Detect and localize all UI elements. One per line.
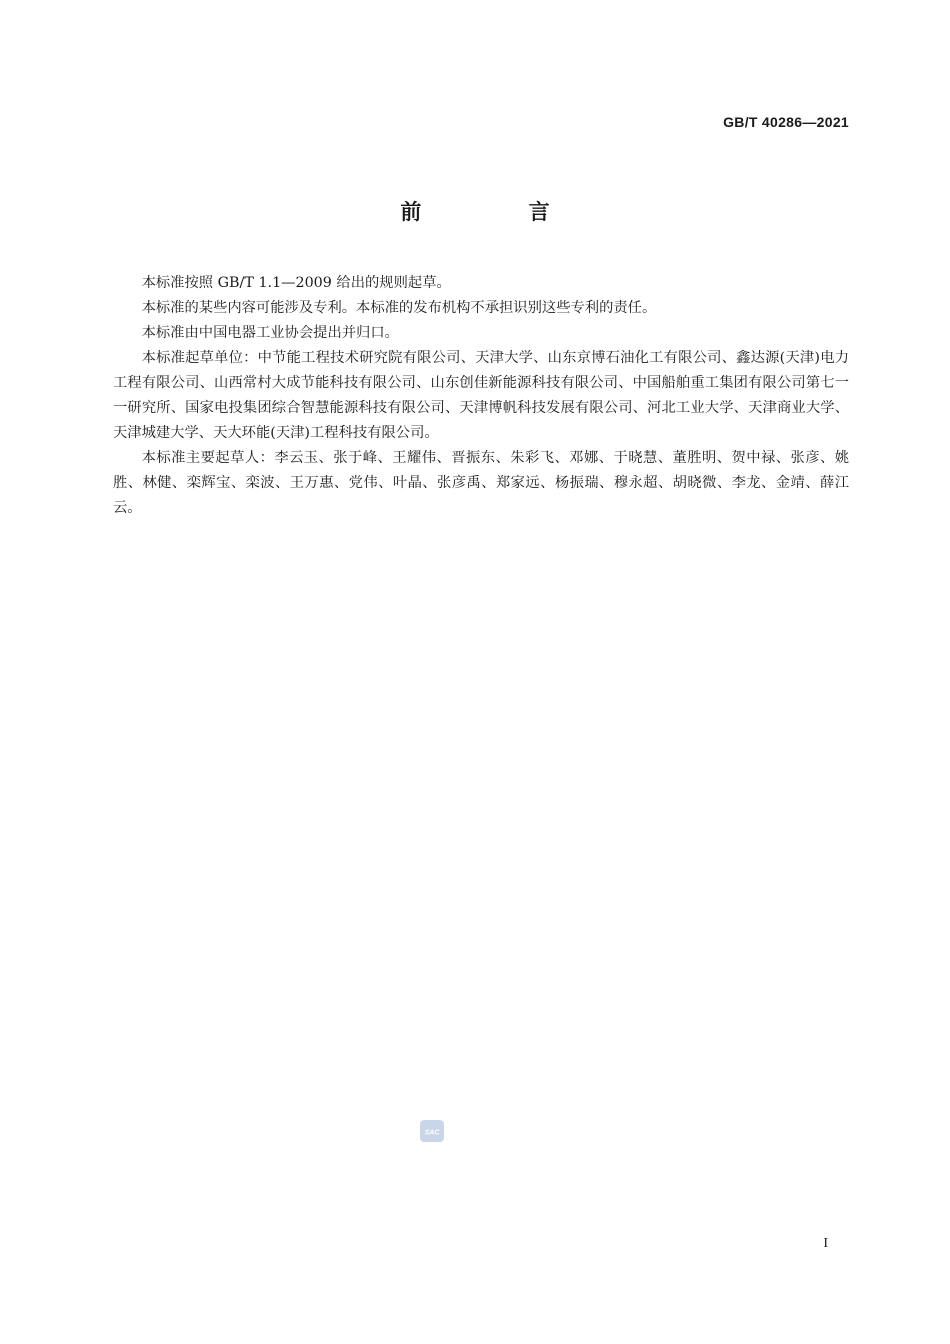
watermark-text: SAC — [424, 1129, 440, 1137]
paragraph-drafting-rules: 本标准按照 GB/T 1.1—2009 给出的规则起草。 — [141, 275, 451, 291]
document-body — [113, 271, 849, 521]
page-number: I — [823, 1236, 828, 1251]
standard-number: GB/T 40286—2021 — [723, 114, 849, 130]
paragraph-proposer: 本标准由中国电器工业协会提出并归口。 — [141, 325, 399, 341]
sac-watermark-logo-icon — [419, 1119, 445, 1143]
paragraph-drafting-units: 本标准起草单位：中节能工程技术研究院有限公司、天津大学、山东京博石油化工有限公司、鑫达源(天津)电力工程有限公司、山西常村大成节能科技有限公司、山东创佳新能源科技有限公司、中国船舶重工集团有限公司第七一一研究所、国家电投集团综合智慧能源科技有限公司、天津博帆科技发展有限公司、河北工业大学、天津商业大学、天津城建大学、天大环能(天津)工程科技有限公司。 — [113, 350, 849, 441]
page-title: 前 言 — [400, 200, 600, 224]
paragraph-patent-notice: 本标准的某些内容可能涉及专利。本标准的发布机构不承担识别这些专利的责任。 — [141, 300, 657, 316]
paragraph-drafters: 本标准主要起草人：李云玉、张于峰、王耀伟、晋振东、朱彩飞、邓娜、于晓慧、董胜明、贺中禄、张彦、姚胜、林健、栾辉宝、栾波、王万惠、党伟、叶晶、张彦禹、郑家远、杨振瑞、穆永超、胡晓微、李龙、金靖、薛江云。 — [113, 450, 849, 516]
